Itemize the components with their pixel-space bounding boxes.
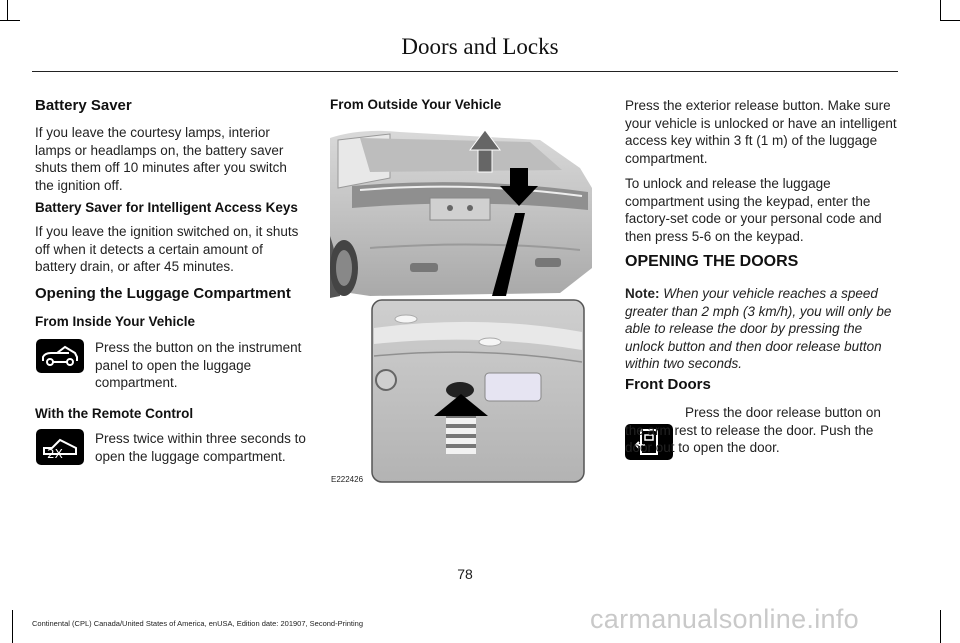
crop-mark — [940, 610, 941, 643]
car-trunk-open-icon — [36, 339, 84, 373]
battery-saver-heading: Battery Saver — [35, 97, 132, 114]
inside-heading: From Inside Your Vehicle — [35, 314, 196, 329]
remote-trunk-2x-icon — [36, 429, 84, 465]
watermark: carmanualsonline.info — [590, 604, 859, 634]
remote-icon-label: 2X — [47, 447, 63, 461]
crop-mark — [12, 610, 13, 643]
crop-mark — [7, 0, 8, 20]
header-divider — [32, 71, 898, 72]
note-label: Note: — [625, 286, 660, 301]
crop-mark — [940, 0, 941, 20]
front-doors-heading: Front Doors — [625, 376, 711, 393]
inside-text: Press the button on the instrument panel to open the luggage compartment. — [95, 340, 302, 390]
note-block — [625, 285, 898, 373]
edition-info: Continental (CPL) Canada/United States of America, enUSA, Edition date: 201907, Second-Printing — [32, 619, 364, 628]
battery-saver-text: If you leave the courtesy lamps, interior lamps or headlamps on, the battery saver shuts them off 10 minutes after you switch the ignition off. — [35, 125, 287, 193]
remote-heading: With the Remote Control — [35, 406, 194, 421]
opening-doors-heading: OPENING THE DOORS — [625, 253, 799, 270]
iak-heading: Battery Saver for Intelligent Access Keys — [35, 200, 298, 215]
keypad-text: To unlock and release the luggage compartment using the keypad, enter the factory-set code or your personal code and then press 5-6 on the keypad. — [625, 176, 882, 244]
figure-code: E222426 — [331, 475, 364, 484]
outside-heading: From Outside Your Vehicle — [330, 97, 502, 112]
trunk-release-figure — [330, 118, 600, 498]
note-text: When your vehicle reaches a speed greater than 2 mph (3 km/h), you will only be able to release the door by pressing the unlock button and then door release button within two seconds. — [625, 286, 892, 371]
front-doors-text: Press the door release button on the arm rest to release the door. Push the door out to open the door. — [625, 405, 881, 455]
crop-mark — [940, 20, 960, 21]
remote-text: Press twice within three seconds to open the luggage compartment. — [95, 431, 306, 464]
crop-mark — [0, 20, 20, 21]
iak-text: If you leave the ignition switched on, it shuts off when it detects a certain amount of battery drain, or after 45 minutes. — [35, 224, 299, 274]
page-number: 78 — [457, 566, 473, 582]
luggage-heading: Opening the Luggage Compartment — [35, 285, 291, 302]
page-title: Doors and Locks — [401, 34, 559, 59]
exterior-release-text: Press the exterior release button. Make sure your vehicle is unlocked or have an intelligent access key within 3 ft (1 m) of the luggage compartment. — [625, 98, 897, 166]
